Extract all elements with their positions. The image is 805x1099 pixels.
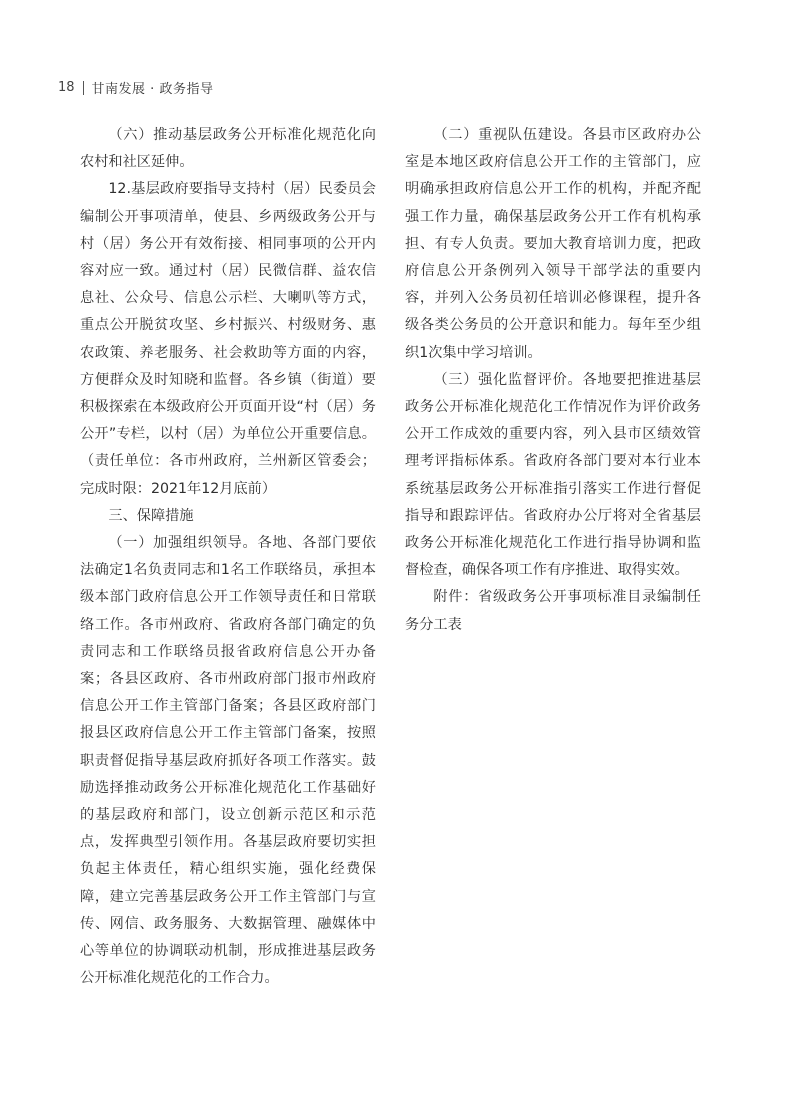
- page-header: [58, 78, 213, 97]
- section-heading-6: （六）推动基层政务公开标准化规范化向农村和社区延伸。: [80, 127, 376, 171]
- attachment-note: 附件：省级政务公开事项标准目录编制任务分工表: [405, 589, 701, 633]
- paragraph-team-building: （二）重视队伍建设。各县市区政府办公室是本地区政府信息公开工作的主管部门，应明确承担政府信息公开工作的机构，并配齐配强工作力量，确保基层政务公开工作有机构承担、有专人负责。要加大教育培训力度，把政府信息公开条例列入领导干部学法的重要内容，并列入公务员初任培训必修课程，提升各级各类公务员的公开意识和能力。每年至少组织1次集中学习培训。: [405, 127, 701, 361]
- paragraph-supervision-evaluation: （三）强化监督评价。各地要把推进基层政务公开标准化规范化工作情况作为评价政务公开工作成效的重要内容，列入县市区绩效管理考评指标体系。省政府各部门要对本行业本系统基层政务公开标准指引落实工作进行督促指导和跟踪评估。省政府办公厅将对全省基层政务公开标准化规范化工作进行指导协调和监督检查，确保各项工作有序推进、取得实效。: [405, 371, 701, 579]
- left-column: [80, 122, 376, 993]
- page-number: 18: [58, 80, 75, 95]
- paragraph-item-12: 12.基层政府要指导支持村（居）民委员会编制公开事项清单，使县、乡两级政务公开与村（居）务公开有效衔接、相同事项的公开内容对应一致。通过村（居）民微信群、益农信息社、公众号、信息公示栏、大喇叭等方式，重点公开脱贫攻坚、乡村振兴、村级财务、惠农政策、养老服务、社会救助等方面的内容，方便群众及时知晓和监督。各乡镇（街道）要积极探索在本级政府公开页面开设“村（居）务公开”专栏，以村（居）为单位公开重要信息。（责任单位：各市州政府，兰州新区管委会；完成时限：2021年12月底前）: [80, 181, 376, 497]
- paragraph-organization-leadership: （一）加强组织领导。各地、各部门要依法确定1名负责同志和1名工作联络员，承担本级本部门政府信息公开工作领导责任和日常联络工作。各市州政府、省政府各部门确定的负责同志和工作联络员报省政府信息公开办备案；各县区政府、各市州政府部门报市州政府信息公开工作主管部门备案；各县区政府部门报县区政府信息公开工作主管部门备案，按照职责督促指导基层政府抓好各项工作落实。鼓励选择推动政务公开标准化规范化工作基础好的基层政府和部门，设立创新示范区和示范点，发挥典型引领作用。各基层政府要切实担负起主体责任，精心组织实施，强化经费保障，建立完善基层政务公开工作主管部门与宣传、网信、政务服务、大数据管理、融媒体中心等单位的协调联动机制，形成推进基层政务公开标准化规范化的工作合力。: [80, 535, 376, 987]
- section-heading-3: 三、保障措施: [108, 507, 194, 524]
- header-divider: [83, 81, 84, 95]
- publication-title: 甘南发展 · 政务指导: [91, 82, 214, 97]
- right-column: [405, 122, 701, 639]
